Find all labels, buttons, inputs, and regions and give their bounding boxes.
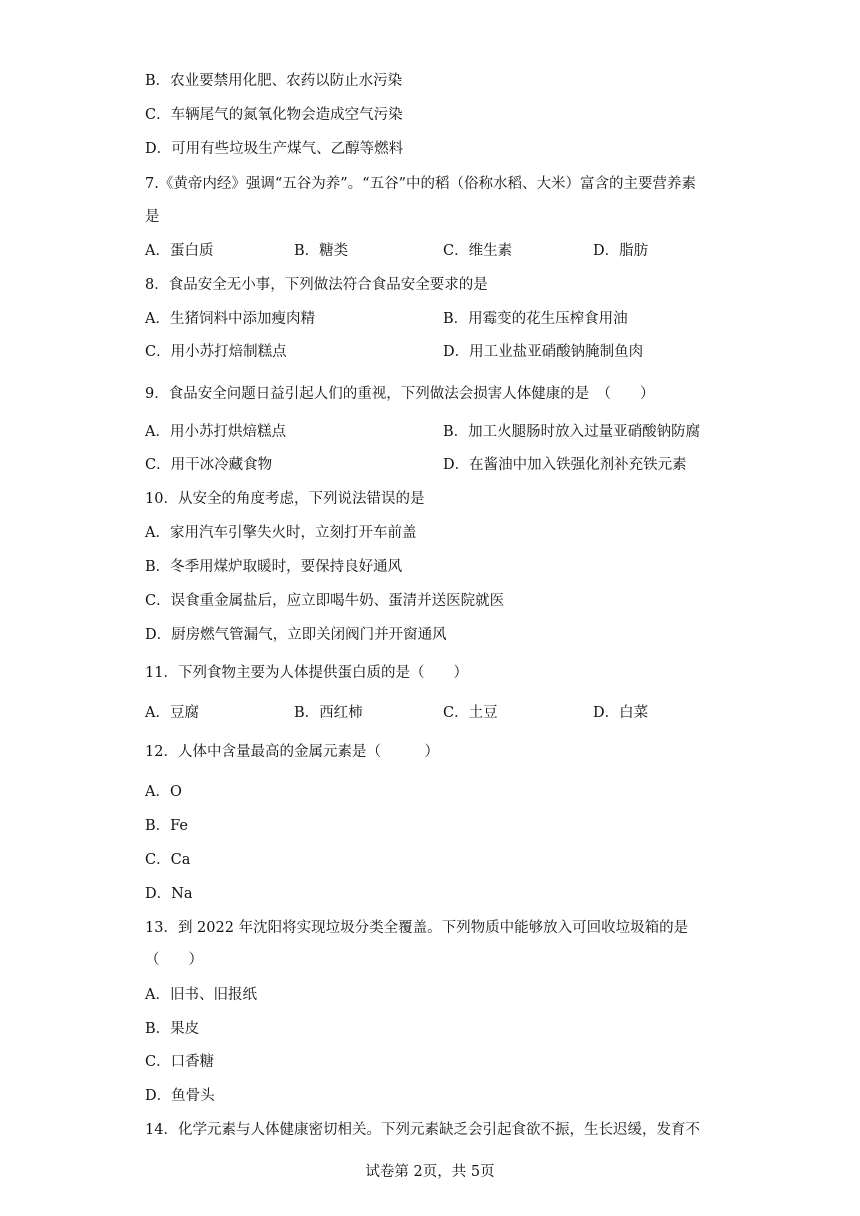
q6-option-b: B．农业要禁用化肥、农药以防止水污染	[145, 73, 403, 89]
q7-option-a: A．蛋白质	[145, 243, 214, 259]
q13-stem: 13．到 2022 年沈阳将实现垃圾分类全覆盖。下列物质中能够放入可回收垃圾箱的是	[145, 920, 689, 936]
q9-option-d: D．在酱油中加入铁强化剂补充铁元素	[443, 457, 687, 473]
q7-option-d: D．脂肪	[593, 243, 649, 259]
q9-stem: 9．食品安全问题日益引起人们的重视，下列做法会损害人体健康的是 （ ）	[145, 386, 655, 402]
q14-stem: 14．化学元素与人体健康密切相关。下列元素缺乏会引起食欲不振，生长迟缓，发育不	[145, 1122, 700, 1138]
q12-stem: 12．人体中含量最高的金属元素是（ ）	[145, 744, 439, 760]
q12-option-c: C．Ca	[145, 852, 191, 868]
q7-option-c: C．维生素	[443, 243, 513, 259]
page-footer: 试卷第 2页，共 5页	[365, 1164, 495, 1180]
q10-stem: 10．从安全的角度考虑，下列说法错误的是	[145, 491, 425, 507]
q9-option-c: C．用干冰冷藏食物	[145, 457, 273, 473]
q9-option-a: A．用小苏打烘焙糕点	[145, 424, 286, 440]
q11-option-b: B．西红柿	[294, 705, 363, 721]
q13-option-b: B．果皮	[145, 1021, 200, 1037]
q10-option-c: C．误食重金属盐后，应立即喝牛奶、蛋清并送医院就医	[145, 593, 505, 609]
q13-stem-cont: （ ）	[145, 952, 203, 968]
q11-option-d: D．白菜	[593, 705, 649, 721]
q10-option-d: D．厨房燃气管漏气，立即关闭阀门并开窗通风	[145, 627, 447, 643]
q12-option-d: D．Na	[145, 886, 193, 902]
q8-option-c: C．用小苏打焙制糕点	[145, 344, 287, 360]
q6-option-c: C．车辆尾气的氮氧化物会造成空气污染	[145, 107, 403, 123]
q13-option-a: A．旧书、旧报纸	[145, 987, 257, 1003]
q10-option-a: A．家用汽车引擎失火时，立刻打开车前盖	[145, 525, 417, 541]
q6-option-d: D．可用有些垃圾生产煤气、乙醇等燃料	[145, 141, 404, 157]
q11-option-c: C．土豆	[443, 705, 498, 721]
q13-option-c: C．口香糖	[145, 1054, 215, 1070]
q7-option-b: B．糖类	[294, 243, 349, 259]
q9-option-b: B．加工火腿肠时放入过量亚硝酸钠防腐	[443, 424, 701, 440]
q12-option-a: A．O	[145, 784, 182, 800]
q12-option-b: B．Fe	[145, 818, 189, 834]
q8-stem: 8．食品安全无小事，下列做法符合食品安全要求的是	[145, 277, 488, 293]
q10-option-b: B．冬季用煤炉取暖时，要保持良好通风	[145, 559, 403, 575]
q8-option-d: D．用工业盐亚硝酸钠腌制鱼肉	[443, 344, 644, 360]
q11-option-a: A．豆腐	[145, 705, 199, 721]
q11-stem: 11．下列食物主要为人体提供蛋白质的是（ ）	[145, 665, 468, 681]
q13-option-d: D．鱼骨头	[145, 1088, 215, 1104]
q7-stem: 7.《黄帝内经》强调“五谷为养”。“五谷”中的稻（俗称水稻、大米）富含的主要营养素	[145, 176, 696, 192]
q8-option-b: B．用霉变的花生压榨食用油	[443, 311, 628, 327]
q7-stem-cont: 是	[145, 209, 160, 225]
q8-option-a: A．生猪饲料中添加瘦肉精	[145, 311, 315, 327]
